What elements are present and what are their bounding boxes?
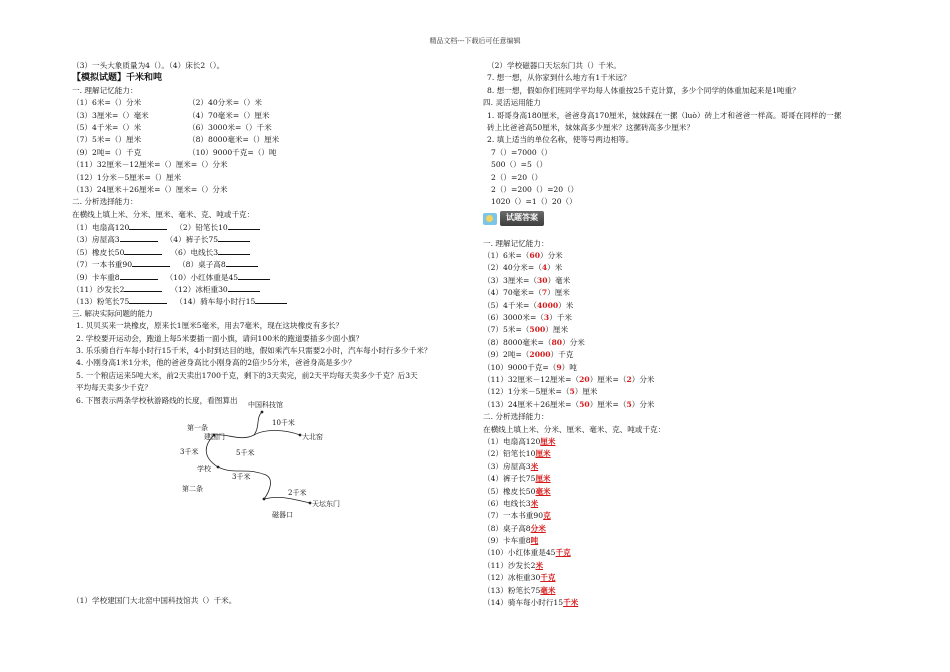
left-column bbox=[72, 60, 467, 607]
question-item: （5）橡皮长50 bbox=[72, 247, 125, 257]
question-item: 6. 下图表示两条学校秋游路线的长度，看图算出 bbox=[76, 395, 238, 405]
right-column bbox=[483, 60, 883, 609]
answer-text: （5）4千米=（ bbox=[483, 300, 537, 310]
answer-blank bbox=[228, 221, 260, 230]
answer-badge-label: 试题答案 bbox=[500, 211, 544, 225]
question-item: （12）1分米－5厘米=（）厘米 bbox=[72, 172, 182, 182]
route-map bbox=[152, 400, 342, 525]
answer-row bbox=[483, 547, 883, 559]
answer-row bbox=[483, 275, 883, 287]
answer-text: ）分米 bbox=[562, 337, 585, 347]
answer-row bbox=[483, 597, 883, 609]
answer-text: （7）一本书重90 bbox=[483, 511, 544, 521]
answer-value: 80 bbox=[551, 337, 563, 347]
answer-blank bbox=[218, 246, 250, 255]
answer-row bbox=[483, 535, 883, 547]
answer-space bbox=[72, 525, 467, 595]
answer-badge-icon bbox=[483, 213, 497, 225]
question-item: （3）房屋高3 bbox=[72, 235, 120, 245]
map-label-dabeiyao: 大北窑 bbox=[302, 432, 323, 441]
answer-text: （10）小红体重是45 bbox=[483, 548, 556, 558]
map-label-jianguomen: 建国门 bbox=[204, 432, 225, 441]
answer-row bbox=[483, 324, 883, 336]
answer-row bbox=[483, 287, 883, 299]
question-item: （14）骑车每小时行15 bbox=[175, 297, 256, 307]
answer-row bbox=[483, 461, 883, 473]
answer-row bbox=[483, 337, 883, 349]
map-question-1: （1）学校建国门大北窑中国科技馆共（）千米。 bbox=[72, 595, 237, 605]
answer-value: 2000 bbox=[529, 350, 551, 360]
question-row bbox=[72, 271, 467, 283]
map-label-5km: 5千米 bbox=[236, 448, 255, 457]
equation-item: 2（）=20（） bbox=[491, 172, 543, 182]
answer-row bbox=[483, 448, 883, 460]
question-item: （11）沙发长2 bbox=[72, 285, 125, 295]
answer-text: （1）6米=（ bbox=[483, 251, 530, 261]
question-item: （6）3000米=（）千米 bbox=[188, 122, 272, 132]
question-item: （4）70毫米=（）厘米 bbox=[188, 110, 270, 120]
s1-extra-list bbox=[72, 159, 467, 196]
s2-title: 二. 分析选择能力： bbox=[72, 197, 138, 207]
question-item: （1）6米=（）分米 bbox=[72, 98, 142, 108]
a1-title: 一. 理解记忆能力： bbox=[483, 238, 549, 248]
equation-item: 1020（）=1（）20（） bbox=[491, 197, 577, 207]
map-label-10km: 10千米 bbox=[272, 418, 295, 427]
question-row bbox=[72, 147, 467, 159]
question-item: （2）40分米=（）米 bbox=[188, 98, 263, 108]
question-item: （10）9000千克=（）吨 bbox=[188, 147, 277, 157]
answer-value: 7 bbox=[541, 288, 548, 298]
answer-row bbox=[483, 262, 883, 274]
answer-unit: 厘米 bbox=[540, 436, 556, 446]
equation-item: 2（）=200（）=20（） bbox=[491, 184, 579, 194]
question-item: 砖上比爸爸高50厘米，妹妹高多少厘米？这摞砖高多少厘米？ bbox=[487, 122, 695, 132]
question-row bbox=[72, 122, 467, 134]
s3-title: 三. 解决实际问题的能力 bbox=[72, 308, 153, 318]
answer-row bbox=[483, 349, 883, 361]
answer-unit: 千克 bbox=[540, 573, 556, 583]
answer-row bbox=[483, 436, 883, 448]
answer-blank bbox=[255, 295, 287, 304]
question-item: 7. 想一想，从你家到什么地方有1千米远？ bbox=[487, 73, 631, 83]
answer-blank bbox=[120, 233, 158, 242]
question-item: （8）8000毫米=（）厘米 bbox=[188, 135, 280, 145]
answer-unit: 千米 bbox=[563, 598, 579, 608]
answer-text: （9）卡车重8 bbox=[483, 536, 531, 546]
s2-question-list bbox=[72, 221, 467, 308]
answer-text: ）米 bbox=[547, 263, 563, 273]
answer-blank bbox=[120, 271, 158, 280]
answer-row bbox=[483, 362, 883, 374]
answer-text: ）分米 bbox=[539, 251, 563, 261]
question-item: （9）2吨=（）千克 bbox=[72, 147, 142, 157]
answer-text: （6）3000米=（ bbox=[483, 313, 544, 323]
section-title: 【模拟试题】千米和吨 bbox=[72, 73, 163, 84]
a1-answer-list bbox=[483, 250, 883, 374]
answer-unit: 米 bbox=[530, 498, 539, 508]
question-item: （7）一本书重90 bbox=[72, 260, 133, 270]
s4-equation-list bbox=[483, 147, 883, 209]
question-item: 8. 想一想，假如你们班同学平均每人体重按25千克计算，多少个同学的体重加起来是1吨重？ bbox=[487, 85, 800, 95]
answer-text: ）千米 bbox=[549, 313, 572, 323]
answer-unit: 毫米 bbox=[540, 585, 556, 595]
answer-row bbox=[483, 560, 883, 572]
a2-title: 二. 分析选择能力： bbox=[483, 412, 549, 422]
answer-row bbox=[483, 498, 883, 510]
answer-value: 4 bbox=[541, 263, 548, 273]
answer-unit: 厘米 bbox=[535, 449, 551, 459]
answer-text: （12）冰柜重30 bbox=[483, 573, 541, 583]
question-row bbox=[72, 283, 467, 295]
s4-title: 四. 灵活运用能力 bbox=[483, 98, 541, 108]
map-label-3km-a: 3千米 bbox=[180, 447, 199, 456]
answer-row bbox=[483, 585, 883, 597]
answer-unit: 克 bbox=[543, 511, 551, 521]
answer-blank bbox=[129, 295, 167, 304]
question-item: （12）冰柜重30 bbox=[170, 285, 228, 295]
question-row bbox=[72, 134, 467, 146]
answer-text: （11）沙发长2 bbox=[483, 560, 536, 570]
a1-answer-12: （12）1分米－5厘米=（5）厘米 bbox=[483, 387, 598, 397]
equation-item: 7（）=7000（） bbox=[491, 147, 552, 157]
answer-unit: 米 bbox=[535, 560, 544, 570]
answer-text: ）毫米 bbox=[547, 275, 571, 285]
question-item: （5）4千米=（）米 bbox=[72, 122, 142, 132]
right-question-list bbox=[483, 60, 883, 97]
map-label-school: 学校 bbox=[197, 464, 211, 473]
s2-intro: 在横线上填上米、分米、厘米、毫米、克、吨或千克： bbox=[72, 209, 255, 219]
answer-text: （1）电扇高120 bbox=[483, 436, 541, 446]
question-row bbox=[72, 246, 467, 258]
s1-question-list bbox=[72, 97, 467, 159]
question-item: （13）粉笔长75 bbox=[72, 297, 130, 307]
question-item: （8）桌子高8 bbox=[178, 260, 226, 270]
answer-text: （8）8000毫米=（ bbox=[483, 337, 552, 347]
question-item: 5. 一个粮店运来5吨大米，前2天卖出1700千克，剩下的3天卖完，前2天平均每天卖多少千克？后3天 bbox=[76, 370, 418, 380]
answer-row bbox=[483, 312, 883, 324]
answer-unit: 千克 bbox=[555, 548, 571, 558]
question-row bbox=[72, 221, 467, 233]
a1-answer-11: （11）32厘米－12厘米=（20）厘米=（2）分米 bbox=[483, 374, 655, 384]
answer-text: （14）骑车每小时行15 bbox=[483, 598, 564, 608]
answer-unit: 吨 bbox=[530, 536, 539, 546]
answer-row bbox=[483, 523, 883, 535]
answer-text: （2）铅笔长10 bbox=[483, 449, 536, 459]
answer-blank bbox=[129, 221, 167, 230]
answer-row bbox=[483, 473, 883, 485]
answer-unit: 厘米 bbox=[535, 474, 551, 484]
answer-value: 60 bbox=[529, 251, 540, 261]
answer-blank bbox=[228, 283, 260, 292]
answer-value: 4000 bbox=[537, 300, 559, 310]
question-item: 1. 哥哥身高180厘米，爸爸身高170厘米，妹妹踩在一摞（luò）砖上才和爸爸一样高。哥哥在同样的一摞 bbox=[487, 110, 842, 120]
question-item: 4. 小刚身高1米1分米，他的爸爸身高比小刚身高的2倍少5分米，爸爸身高是多少？ bbox=[76, 358, 356, 368]
a2-intro: 在横线上填上米、分米、厘米、毫米、克、吨或千克： bbox=[483, 424, 666, 434]
question-item: （2）学校磁器口天坛东门共（）千米。 bbox=[487, 61, 621, 70]
answer-unit: 米 bbox=[530, 461, 539, 471]
intro-line: （3）一头大象质量为4（）。（4）床长2（）。 bbox=[72, 61, 225, 70]
question-row bbox=[72, 97, 467, 109]
answer-text: ）千克 bbox=[550, 350, 574, 360]
answer-blank bbox=[124, 246, 162, 255]
answer-text: （4）裤子长75 bbox=[483, 474, 536, 484]
answer-blank bbox=[132, 258, 170, 267]
answer-unit: 毫米 bbox=[535, 486, 551, 496]
map-label-2km: 2千米 bbox=[288, 488, 307, 497]
answer-badge bbox=[483, 212, 544, 226]
answer-text: ）厘米 bbox=[547, 288, 570, 298]
map-label-route-two: 第二条 bbox=[182, 484, 203, 493]
equation-item: 500（）=5（） bbox=[491, 160, 548, 170]
answer-text: （4）70毫米=（ bbox=[483, 288, 542, 298]
route-branch-path bbox=[254, 412, 262, 435]
question-row bbox=[72, 233, 467, 245]
answer-value: 500 bbox=[529, 325, 546, 335]
answer-text: ）吨 bbox=[561, 362, 577, 372]
a1-answer-13: （13）24厘米＋26厘米=（50）厘米=（5）分米 bbox=[483, 399, 655, 409]
question-item: 3. 乐乐骑自行车每小时行15千米，4小时到达目的地，假如乘汽车只需要2小时，汽车每小时行多少千米？ bbox=[76, 345, 432, 355]
answer-blank bbox=[124, 283, 162, 292]
question-item: （9）卡车重8 bbox=[72, 272, 120, 282]
map-label-tiantan-east-gate: 天坛东门 bbox=[312, 499, 340, 508]
answer-text: （10）9000千克=（ bbox=[483, 362, 557, 372]
answer-row bbox=[483, 300, 883, 312]
map-label-science-museum: 中国科技馆 bbox=[248, 400, 283, 409]
answer-text: ）厘米 bbox=[545, 325, 569, 335]
answer-row bbox=[483, 486, 883, 498]
answer-row bbox=[483, 250, 883, 262]
answer-text: （3）房屋高3 bbox=[483, 461, 531, 471]
answer-value: 30 bbox=[537, 275, 548, 285]
a2-answer-list bbox=[483, 436, 883, 609]
s1-title: 一. 理解记忆能力： bbox=[72, 85, 138, 95]
question-item: （10）小红体重是45 bbox=[165, 272, 239, 282]
map-label-route-one: 第一条 bbox=[187, 423, 208, 432]
s4-problem-list bbox=[483, 110, 883, 147]
question-item: （7）5米=（）厘米 bbox=[72, 135, 142, 145]
question-item: 2. 填上适当的单位名称，使等号两边相等。 bbox=[487, 135, 634, 145]
answer-blank bbox=[238, 271, 270, 280]
answer-value: 9 bbox=[556, 362, 562, 372]
question-item: 1. 贝贝买来一块橡皮，原来长1厘米5毫米，用去7毫米，现在这块橡皮有多长？ bbox=[76, 321, 344, 331]
answer-text: （9）2吨=（ bbox=[483, 350, 530, 360]
question-item: （13）24厘米＋26厘米=（）厘米=（）分米 bbox=[72, 184, 228, 194]
question-item: （4）裤子长75 bbox=[165, 235, 219, 245]
answer-row bbox=[483, 510, 883, 522]
answer-text: （13）粉笔长75 bbox=[483, 585, 541, 595]
answer-text: （2）40分米=（ bbox=[483, 263, 542, 273]
answer-blank bbox=[218, 233, 250, 242]
question-row bbox=[72, 295, 467, 307]
question-row bbox=[72, 258, 467, 270]
question-row bbox=[72, 110, 467, 122]
page-header: 精品文档---下载后可任意编辑 bbox=[429, 37, 521, 45]
question-item: （6）电线长3 bbox=[170, 247, 219, 257]
question-item: （3）3厘米=（）毫米 bbox=[72, 110, 149, 120]
question-item: （11）32厘米－12厘米=（）厘米=（）分米 bbox=[72, 160, 228, 170]
map-label-3km-b: 3千米 bbox=[232, 472, 251, 481]
map-label-ciqikou: 磁器口 bbox=[272, 510, 293, 519]
question-item: 2. 学校要开运动会，跑道上每5米要插一面小旗，请问100米的跑道要插多少面小旗？ bbox=[76, 333, 364, 343]
s3-question-list bbox=[72, 320, 467, 407]
answer-text: （8）桌子高8 bbox=[483, 523, 531, 533]
answer-value: 3 bbox=[543, 313, 550, 323]
answer-text: （3）3厘米=（ bbox=[483, 275, 537, 285]
answer-text: （6）电线长3 bbox=[483, 498, 531, 508]
answer-row bbox=[483, 572, 883, 584]
question-item: （2）铅笔长10 bbox=[175, 223, 228, 233]
answer-unit: 分米 bbox=[530, 523, 546, 533]
answer-text: （5）橡皮长50 bbox=[483, 486, 536, 496]
answer-text: （7）5米=（ bbox=[483, 325, 530, 335]
question-item: 平均每天卖多少千克？ bbox=[76, 383, 152, 393]
answer-text: ）米 bbox=[558, 300, 574, 310]
answer-blank bbox=[226, 258, 258, 267]
question-item: （1）电扇高120 bbox=[72, 223, 130, 233]
